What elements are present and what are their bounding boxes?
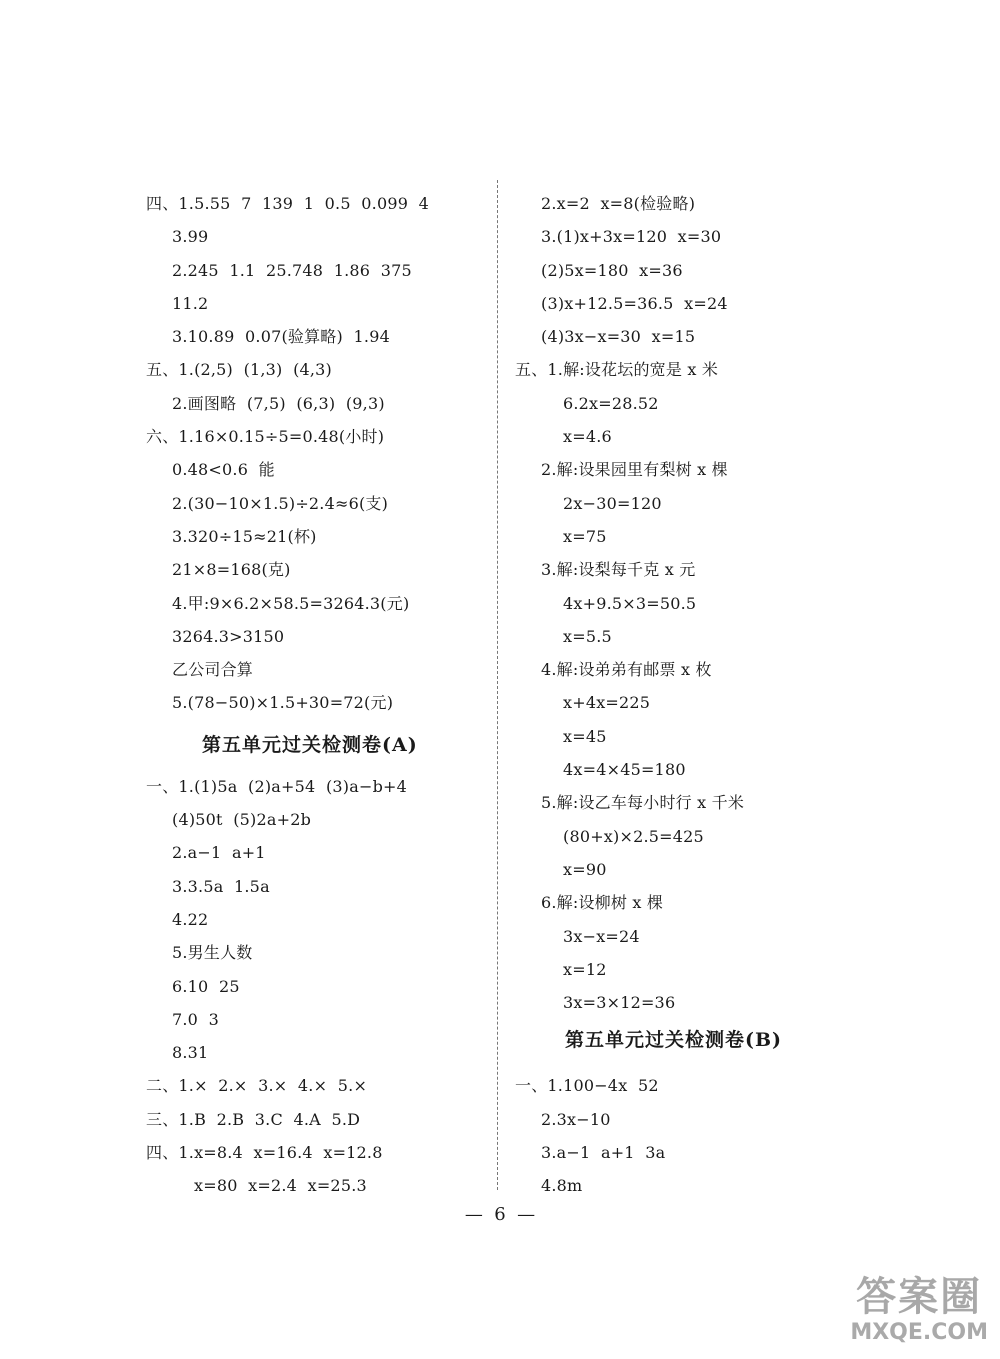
answer-line: (80+x)×2.5=425 [563,826,704,846]
answer-line: 2.a−1 a+1 [172,843,266,863]
answer-line: 0.48<0.6 能 [172,460,275,480]
answer-line: 5.(78−50)×1.5+30=72(元) [172,693,394,713]
answer-line: 乙公司合算 [172,660,254,680]
answer-line: 3.(1)x+3x=120 x=30 [541,227,722,247]
watermark-url: MXQE.COM [850,1320,988,1345]
answer-line: 3264.3>3150 [172,626,285,646]
answer-line: x=4.6 [563,427,612,447]
right-answer-column [515,187,865,1203]
column-divider [497,180,498,1190]
answer-line: 6.解:设柳树 x 棵 [541,893,664,913]
section-heading: 第五单元过关检测卷(B) [565,1029,783,1052]
answer-line: 2x−30=120 [563,493,662,513]
answer-line: 四、1.5.55 7 139 1 0.5 0.099 4 [146,194,430,213]
answer-line: 一、1.100−4x 52 [515,1076,659,1096]
left-answer-column [146,187,496,1203]
answer-line: 4.22 [172,909,209,929]
answer-line: 5.男生人数 [172,943,253,963]
answer-line: 5.解:设乙车每小时行 x 千米 [541,793,745,813]
answer-line: 4.解:设弟弟有邮票 x 枚 [541,660,712,680]
answer-line: 3.99 [172,227,209,247]
answer-line: x+4x=225 [563,693,651,713]
answer-line: 一、1.(1)5a (2)a+54 (3)a−b+4 [146,776,407,796]
watermark [850,1274,988,1345]
answer-line: 3.320÷15≈21(杯) [172,526,317,546]
answer-line: 11.2 [172,293,209,313]
answer-line: x=80 x=2.4 x=25.3 [194,1176,367,1196]
answer-line: 3.解:设梨每千克 x 元 [541,560,696,580]
answer-line: x=45 [563,726,607,746]
answer-line: 三、1.B 2.B 3.C 4.A 5.D [146,1109,361,1129]
answer-line: 3x−x=24 [563,926,640,946]
answer-line: x=90 [563,859,607,879]
answer-line: 6.10 25 [172,976,240,996]
answer-line: 2.x=2 x=8(检验略) [541,194,696,213]
answer-line: 2.3x−10 [541,1109,611,1129]
answer-line: 五、1.解:设花坛的宽是 x 米 [515,360,719,380]
answer-line: 8.31 [172,1043,209,1063]
answer-line: (4)3x−x=30 x=15 [541,327,696,347]
answer-line: 4x+9.5×3=50.5 [563,593,697,613]
answer-line: 四、1.x=8.4 x=16.4 x=12.8 [146,1143,383,1163]
answer-line: 2.画图略 (7,5) (6,3) (9,3) [172,393,385,413]
answer-line: 2.解:设果园里有梨树 x 棵 [541,460,728,480]
answer-line: (2)5x=180 x=36 [541,260,683,280]
watermark-logo: 答案圈 [856,1274,983,1320]
answer-line: 六、1.16×0.15÷5=0.48(小时) [146,427,385,447]
answer-line: 7.0 3 [172,1009,219,1029]
answer-line: 3.a−1 a+1 3a [541,1143,666,1163]
section-heading: 第五单元过关检测卷(A) [202,733,418,756]
answer-line: 五、1.(2,5) (1,3) (4,3) [146,360,332,380]
answer-line: 21×8=168(克) [172,560,291,580]
answer-line: 4.8m [541,1176,583,1196]
answer-line: x=75 [563,526,607,546]
answer-line: 6.2x=28.52 [563,393,659,413]
page-number: — 6 — [464,1204,536,1225]
answer-line: x=12 [563,959,607,979]
answer-line: (4)50t (5)2a+2b [172,810,312,830]
answer-line: 3.10.89 0.07(验算略) 1.94 [172,327,390,347]
answer-line: 3.3.5a 1.5a [172,876,270,896]
answer-line: 3x=3×12=36 [563,993,676,1013]
answer-line: 4x=4×45=180 [563,760,686,780]
answer-line: x=5.5 [563,626,612,646]
answer-line: 2.(30−10×1.5)÷2.4≈6(支) [172,493,389,513]
answer-line: 二、1.× 2.× 3.× 4.× 5.× [146,1076,368,1096]
answer-line: 4.甲:9×6.2×58.5=3264.3(元) [172,593,410,613]
answer-line: (3)x+12.5=36.5 x=24 [541,293,728,313]
answer-line: 2.245 1.1 25.748 1.86 375 [172,260,412,280]
